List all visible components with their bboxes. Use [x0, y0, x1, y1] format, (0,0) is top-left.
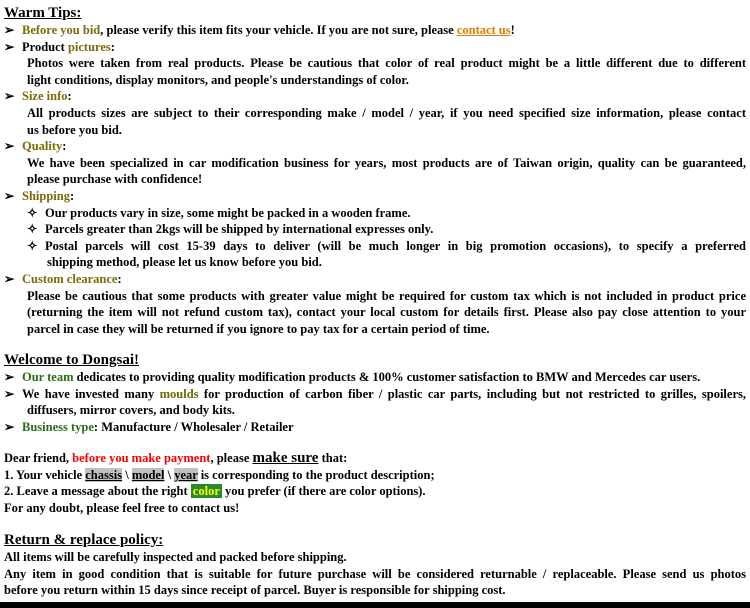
quality-label: ➢ Quality: — [4, 139, 67, 154]
diamond-bullet-icon: ✧ — [27, 205, 38, 220]
size-label: ➢ Size info: — [4, 89, 72, 104]
quality-text-line: We have been specialized in car modification business for years, most products are of Taiwan origin, quality can be guaranteed, — [27, 155, 746, 170]
arrow-bullet-icon: ➢ — [4, 370, 15, 384]
policy-line: Any item in good condition that is suitable for future purchase will be considered returnable / replaceable. Please send us photos — [4, 566, 746, 581]
friend-intro: Dear friend, before you make payment, please make sure that: — [4, 450, 348, 466]
welcome-section — [4, 352, 746, 435]
arrow-bullet-icon: ➢ — [4, 188, 15, 203]
arrow-bullet-icon: ➢ — [4, 386, 15, 401]
bid-tip: ➢ Before you bid, please verify this item fits your vehicle. If you are not sure, please contact us! — [4, 23, 515, 37]
custom-label: ➢ Custom clearance: — [4, 271, 122, 286]
arrow-bullet-icon: ➢ — [4, 139, 15, 154]
custom-text-line: Please be cautious that some products with greater value might be required for custom tax which is not included in product price — [27, 288, 746, 303]
policy-section — [4, 532, 746, 599]
shipping-item-continuation: shipping method, please let us know before you bid. — [47, 255, 322, 270]
moulds-item: ➢ We have invested many moulds for production of carbon fiber / plastic car parts, including but not restricted to grilles, spoilers, — [4, 386, 746, 401]
arrow-bullet-icon: ➢ — [4, 23, 15, 37]
diamond-bullet-icon: ✧ — [27, 238, 38, 253]
friend-section — [4, 450, 746, 516]
moulds-continuation: diffusers, mirror covers, and body kits. — [27, 403, 235, 418]
arrow-bullet-icon: ➢ — [4, 419, 15, 434]
arrow-bullet-icon: ➢ — [4, 89, 15, 104]
quality-text-line: please purchase with confidence! — [27, 172, 203, 187]
friend-closing: For any doubt, please feel free to contact us! — [4, 500, 240, 515]
warm-tips-title: Warm Tips: — [4, 5, 82, 21]
welcome-title: Welcome to Dongsai! — [4, 352, 139, 368]
business-item: ➢ Business type: Manufacture / Wholesaler / Retailer — [4, 419, 294, 434]
shipping-item: ✧ Parcels greater than 2kgs will be shipped by international expresses only. — [27, 222, 434, 237]
policy-title: Return & replace policy: — [4, 532, 164, 548]
color-highlight: color — [192, 484, 220, 499]
policy-line: All items will be carefully inspected and packed before shipping. — [4, 550, 347, 564]
size-text-line: us before you bid. — [27, 122, 122, 137]
bid-tip-head: Before you bid — [22, 23, 101, 37]
policy-line: before you return within 15 days since receipt of parcel. Buyer is responsible for shipping cost. — [4, 583, 506, 598]
shipping-label: ➢ Shipping: — [4, 188, 75, 203]
custom-text-line: parcel in case they will be returned if you ignore to pay tax for a certain period of time. — [27, 321, 490, 336]
shipping-item: ✧ Postal parcels will cost 15-39 days to deliver (will be much longer in big promotion occasions), to specify a preferred — [27, 238, 746, 253]
friend-point-2: 2. Leave a message about the right color you prefer (if there are color options). — [4, 484, 426, 499]
team-item: ➢ Our team dedicates to providing quality modification products & 100% customer satisfaction to BMW and Mercedes car users. — [4, 370, 701, 384]
arrow-bullet-icon: ➢ — [4, 271, 15, 286]
size-text-line: All products sizes are subject to their corresponding make / model / year, if you need specified size information, please contact — [27, 105, 746, 120]
pictures-text-line: Photos were taken from real products. Please be cautious that color of real product might be a little different due to different — [27, 56, 746, 71]
shipping-item: ✧ Our products vary in size, some might be packed in a wooden frame. — [27, 205, 411, 220]
contact-us-link[interactable]: contact us — [456, 23, 511, 37]
friend-point-1: 1. Your vehicle chassis \ model \ year is corresponding to the product description; — [4, 467, 435, 482]
warm-tips-section — [4, 5, 746, 337]
pictures-text-line: light conditions, display monitors, and people's understandings of color. — [27, 72, 409, 87]
pictures-label: ➢ Product pictures: — [4, 39, 115, 54]
arrow-bullet-icon: ➢ — [4, 39, 15, 54]
diamond-bullet-icon: ✧ — [27, 222, 38, 237]
bottom-border — [0, 602, 750, 608]
custom-text-line: (returning the item will not refund custom tax), contact your local custom for details first. Please also pay close attention to your — [27, 305, 746, 320]
